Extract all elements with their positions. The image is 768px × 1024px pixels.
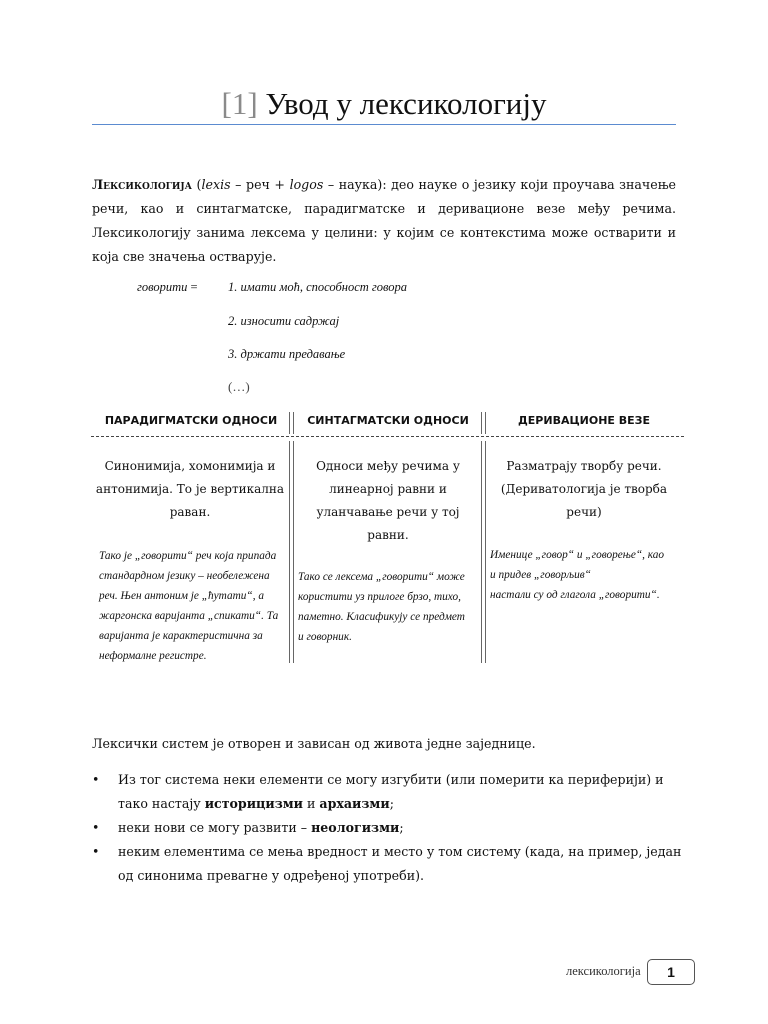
column-divider [481, 412, 486, 434]
page-title [0, 86, 768, 122]
sense-item: 3. држати предавање [228, 347, 346, 361]
column-header-paradigmatic: ПАРАДИГМАТСКИ ОДНОСИ [104, 414, 278, 427]
syntagmatic-example: Тако се лексема „говорити“ може користити уз прилоге брзо, тихо, паметно. Класификују се предмет и говорник. [298, 571, 465, 643]
derivational-example: Именице „говор“ и „говорење“, као и придев „говорљив“ настали су од глагола „говорити“. [490, 549, 665, 601]
intro-paragraph [92, 173, 676, 269]
sense-item: 2. износити садржај [228, 314, 340, 328]
chapter-title: Увод у лексикологију [265, 86, 547, 121]
term-archaisms: архаизми [319, 796, 390, 811]
bullet-icon: • [92, 772, 100, 787]
title-underline [92, 124, 676, 125]
sense-item: 1. имати моћ, способност говора [228, 280, 408, 294]
derivational-description: Разматрају творбу речи. (Дериватологија је творба речи) [500, 459, 668, 519]
term-lexis: lexis [201, 177, 231, 192]
term-neologisms: неологизми [311, 820, 400, 835]
page-number: 1 [647, 959, 695, 985]
column-header-derivational: ДЕРИВАЦИОНЕ ВЕЗЕ [517, 414, 651, 427]
example-word: говорити = [137, 280, 198, 294]
intro-text: – наука): део науке о језику који проучава значење речи, као и синтагматске, парадигматске и деривационе везе међу речима. Лексикологију занима лексема у целини: у којим се контекстима може остварити и која све значења остварује. [92, 177, 676, 264]
bullet-icon: • [92, 820, 100, 835]
intro-text: – реч + [230, 177, 290, 192]
intro-text: ( [191, 177, 202, 192]
list-item: • неки нови се могу развити – неологизми; [92, 816, 684, 840]
sense-ellipsis: (…) [228, 379, 250, 394]
lexical-system-paragraph: Лексички систем је отворен и зависан од живота једне заједнице. [92, 736, 536, 751]
column-divider [289, 412, 294, 434]
syntagmatic-description: Односи међу речима у линеарној равни и уланчавање речи у тој равни. [316, 459, 460, 542]
term-logos: logos [289, 177, 324, 192]
bullet-icon: • [92, 844, 100, 859]
list-item: • Из тог система неки елементи се могу изгубити (или померити ка периферији) и тако настају историцизми и архаизми; [92, 768, 684, 816]
chapter-number: [1] [221, 86, 258, 121]
list-item: • неким елементима се мења вредност и место у том систему (када, на пример, један од синонима превагне у одређеној употреби). [92, 840, 684, 888]
footer-label: лексикологија [566, 964, 641, 978]
paradigmatic-example: Тако је „говорити“ реч која припада стандардном језику – необележена реч. Њен антоним је „ћутати“, а жаргонска варијанта „спикати“. Та варијанта је карактеристична за неформалне регистре. [99, 550, 279, 662]
term-lexicology: Лексикологија [92, 177, 192, 192]
term-historicisms: историцизми [204, 796, 304, 811]
header-dashed-rule [91, 436, 684, 437]
column-header-syntagmatic: СИНТАГМАТСКИ ОДНОСИ [307, 414, 469, 427]
bullet-list [92, 768, 684, 888]
paradigmatic-description: Синонимија, хомонимија и антонимија. То је вертикална раван. [95, 459, 285, 519]
